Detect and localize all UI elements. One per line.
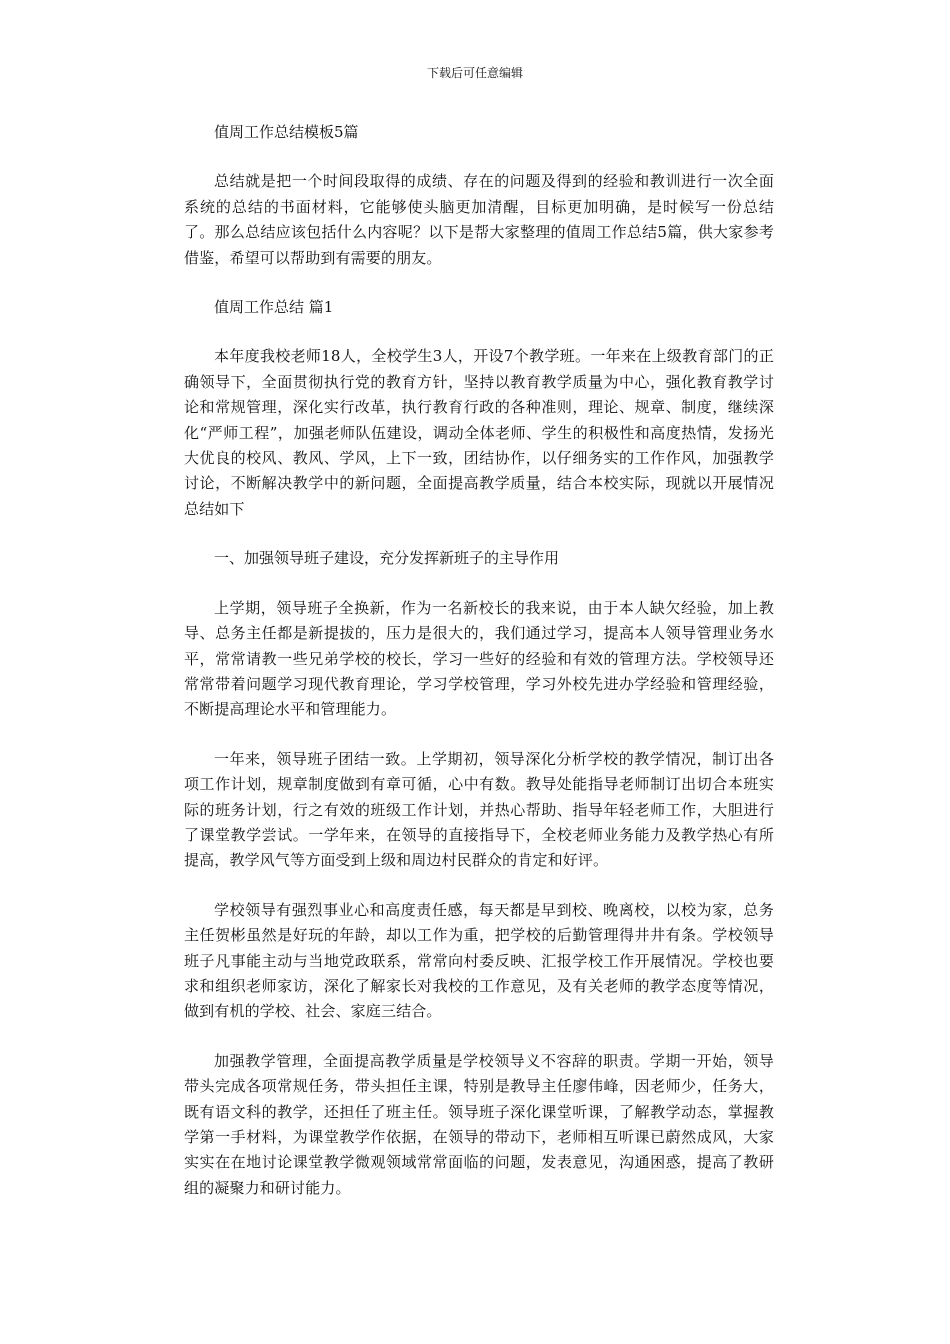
paragraph-3: 一年来，领导班子团结一致。上学期初，领导深化分析学校的教学情况，制订出各项工作计划，规章制度做到有章可循，心中有数。教导处能指导老师制订出切合本班实际的班务计划，行之有效的班级工作计划，并热心帮助、指导年轻老师工作，大胆进行了课堂教学尝试。一学年来，在领导的直接指导下，全校老师业务能力及教学热心有所提高，教学风气等方面受到上级和周边村民群众的肯定和好评。 — [184, 749, 774, 870]
spacer — [184, 522, 774, 546]
heading-1: 一、加强领导班子建设，充分发挥新班子的主导作用 — [214, 549, 560, 568]
paragraph-1: 本年度我校老师18人，全校学生3人，开设7个教学班。一年来在上级教育部门的正确领导下，全面贯彻执行党的教育方针，坚持以教育教学质量为中心，强化教育教学讨论和常规管理，深化实行改革，执行教育行政的各种准则，理论、规章、制度，继续深化“严师工程”，加强老师队伍建设，调动全体老师、学生的积极性和高度热情，发扬光大优良的校风、教风、学风，上下一致，团结协作，以仔细务实的工作作风，加强教学讨论，不断解决教学中的新问题，全面提高教学质量，结合本校实际，现就以开展情况总结如下 — [184, 347, 774, 518]
paragraph-4: 学校领导有强烈事业心和高度责任感，每天都是早到校、晚离校，以校为家，总务主任贺彬虽然是好玩的年龄，却以工作为重，把学校的后勤管理得井井有条。学校领导班子凡事能主动与当地党政联系，常常向村委反映、汇报学校工作开展情况。学校也要求和组织老师家访，深化了解家长对我校的工作意见，及有关老师的教学态度等情况，做到有机的学校、社会、家庭三结合。 — [184, 900, 774, 1021]
paragraph-5: 加强教学管理，全面提高教学质量是学校领导义不容辞的职责。学期一开始，领导带头完成各项常规任务，带头担任主课，特别是教导主任廖伟峰，因老师少，任务大，既有语文科的教学，还担任了班主任。领导班子深化课堂听课，了解教学动态，掌握教学第一手材料，为课堂教学作依据，在领导的带动下，老师相互听课已蔚然成风，大家实实在在地讨论课堂教学微观领域常常面临的问题，发表意见，沟通困惑，提高了教研组的凝聚力和研讨能力。 — [184, 1051, 774, 1197]
spacer — [184, 145, 774, 169]
paragraph-2: 上学期，领导班子全换新，作为一名新校长的我来说，由于本人缺欠经验，加上教导、总务主任都是新提拔的，压力是很大的，我们通过学习，提高本人领导管理业务水平，常常请教一些兄弟学校的校长，学习一些好的经验和有效的管理方法。学校领导还常常带着问题学习现代教育理论，学习学校管理，学习外校先进办学经验和管理经验，不断提高理论水平和管理能力。 — [184, 598, 774, 719]
spacer — [184, 723, 774, 747]
page-header-note: 下载后可任意编辑 — [426, 66, 523, 80]
intro-paragraph: 总结就是把一个时间段取得的成绩、存在的问题及得到的经验和教训进行一次全面系统的总结的书面材料，它能够使头脑更加清醒，目标更加明确，是时候写一份总结了。那么总结应该包括什么内容呢？以下是帮大家整理的值周工作总结5篇，供大家参考借鉴，希望可以帮助到有需要的朋友。 — [184, 172, 774, 267]
spacer — [184, 874, 774, 898]
spacer — [184, 320, 774, 344]
spacer — [184, 271, 774, 295]
document-title: 值周工作总结模板5篇 — [214, 123, 359, 141]
spacer — [184, 1025, 774, 1049]
spacer — [184, 572, 774, 596]
document-body — [184, 120, 774, 1201]
section-title: 值周工作总结 篇1 — [214, 298, 334, 317]
